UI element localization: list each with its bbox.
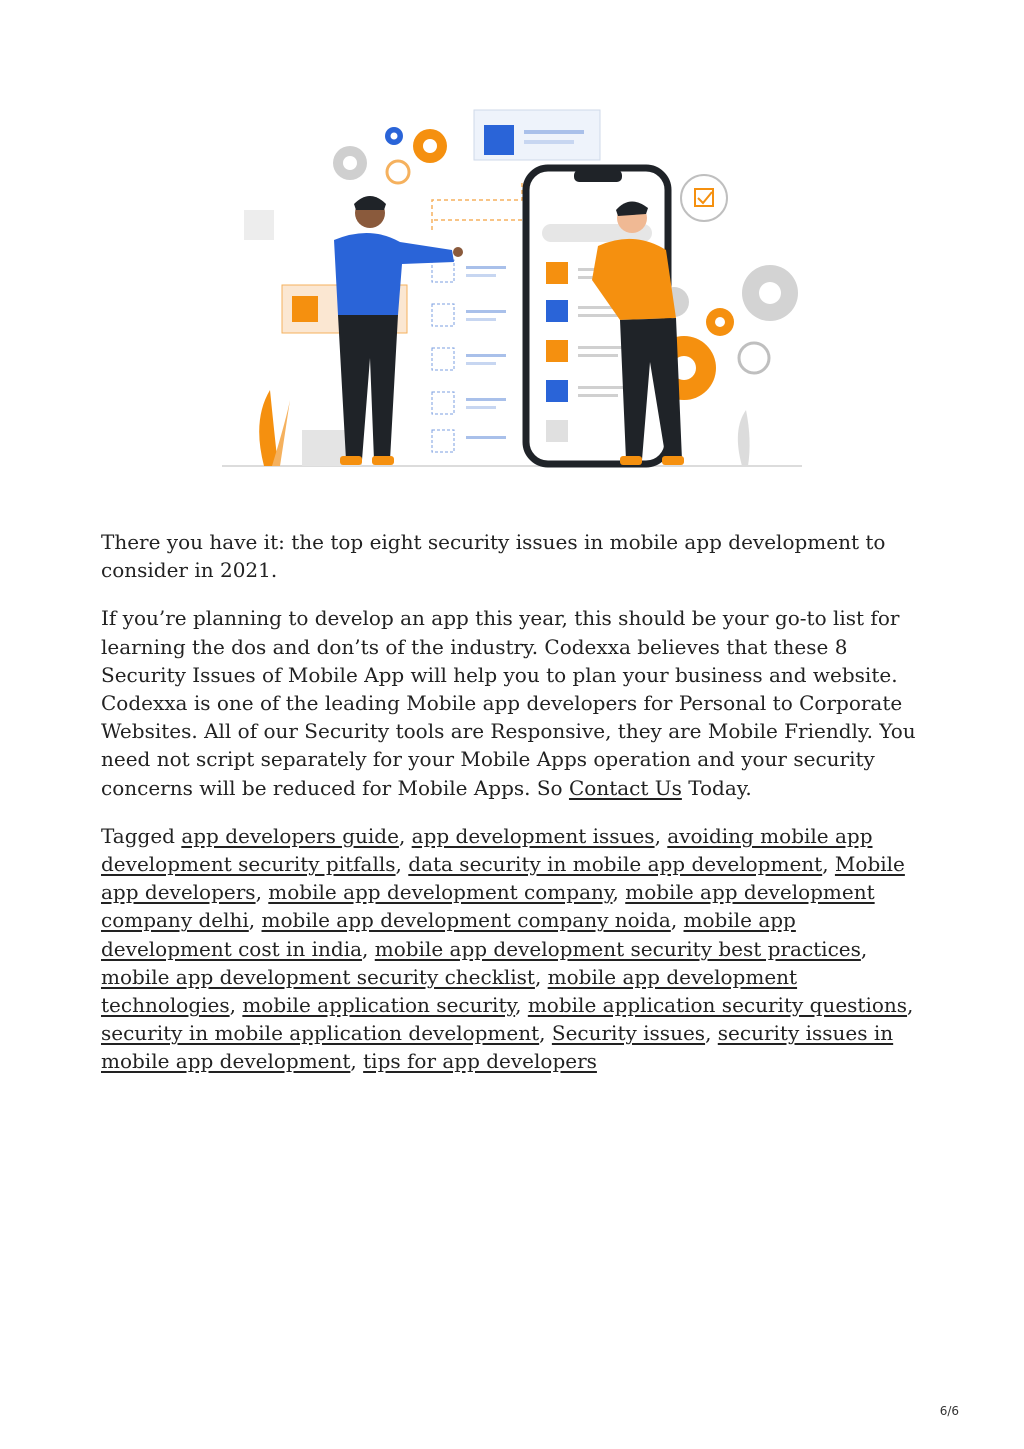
tag-link[interactable]: Mobile app developers <box>101 852 905 905</box>
body-paragraph-text: If you’re planning to develop an app this year, this should be your go-to list for learning the dos and don’ts of the industry. Codexxa believes that these 8 Security Issues of Mobile App will help you to plan your business and website. Codexxa is one of the leading Mobile app developers for Personal to Corporate Websites. All of our Security tools are Responsive, they are Mobile Friendly. You need not script separately for your Mobile Apps operation and your security concerns will be reduced for Mobile Apps. So <box>101 606 916 800</box>
tag-link[interactable]: mobile app development security checklist <box>101 964 535 989</box>
tag-separator: , <box>515 993 528 1018</box>
tag-link[interactable]: data security in mobile app development <box>408 852 823 877</box>
tag-separator: , <box>398 823 412 848</box>
summary-paragraph: There you have it: the top eight security issues in mobile app development to consider in 2021. <box>101 530 886 583</box>
tag-separator: , <box>229 993 243 1018</box>
article-illustration <box>222 100 804 480</box>
tag-link[interactable]: app developers guide <box>181 823 399 848</box>
tag-link[interactable]: mobile app development company delhi <box>101 880 875 933</box>
tag-separator: , <box>822 852 835 877</box>
tag-link[interactable]: tips for app developers <box>363 1049 597 1074</box>
tag-separator: , <box>907 993 914 1018</box>
tag-separator: , <box>539 1021 552 1046</box>
tag-separator: , <box>705 1021 718 1046</box>
tag-separator: , <box>395 852 409 877</box>
tag-link[interactable]: mobile application security questions <box>527 993 908 1018</box>
tag-separator: , <box>612 880 626 905</box>
list-lines-icon <box>432 260 506 452</box>
tag-link[interactable]: mobile app development security best practices <box>374 936 861 961</box>
tag-link[interactable]: mobile app development company <box>268 880 613 905</box>
tag-separator: , <box>670 908 684 933</box>
tag-link[interactable]: security in mobile application development <box>101 1021 540 1046</box>
tag-link[interactable]: app development issues <box>411 823 655 848</box>
tag-separator: , <box>350 1049 364 1074</box>
tag-separator: , <box>248 908 262 933</box>
tag-separator: , <box>362 936 375 961</box>
page-number: 6/6 <box>939 1404 959 1418</box>
chat-bubble-check-icon <box>681 175 727 221</box>
article-body <box>101 528 919 1096</box>
tag-link[interactable]: security issues in mobile app development <box>101 1021 894 1074</box>
tagged-label: Tagged <box>101 823 182 848</box>
body-paragraph-end: Today. <box>681 775 752 800</box>
tag-separator: , <box>255 880 269 905</box>
tag-link[interactable]: Security issues <box>551 1021 706 1046</box>
tag-link[interactable]: mobile app development technologies <box>101 964 798 1018</box>
body-paragraph <box>101 604 919 801</box>
tag-separator: , <box>860 936 868 961</box>
top-card-icon <box>474 110 600 160</box>
tag-link[interactable]: avoiding mobile app development security pitfalls <box>101 823 873 877</box>
contact-us-link[interactable]: Contact Us <box>568 775 682 800</box>
tag-link[interactable]: mobile application security <box>242 993 516 1018</box>
tag-separator: , <box>654 823 668 848</box>
tag-link[interactable]: mobile app development cost in india <box>101 908 796 961</box>
tag-separator: , <box>534 964 548 989</box>
tag-link[interactable]: mobile app development company noida <box>261 908 671 933</box>
tags-paragraph <box>101 822 919 1076</box>
